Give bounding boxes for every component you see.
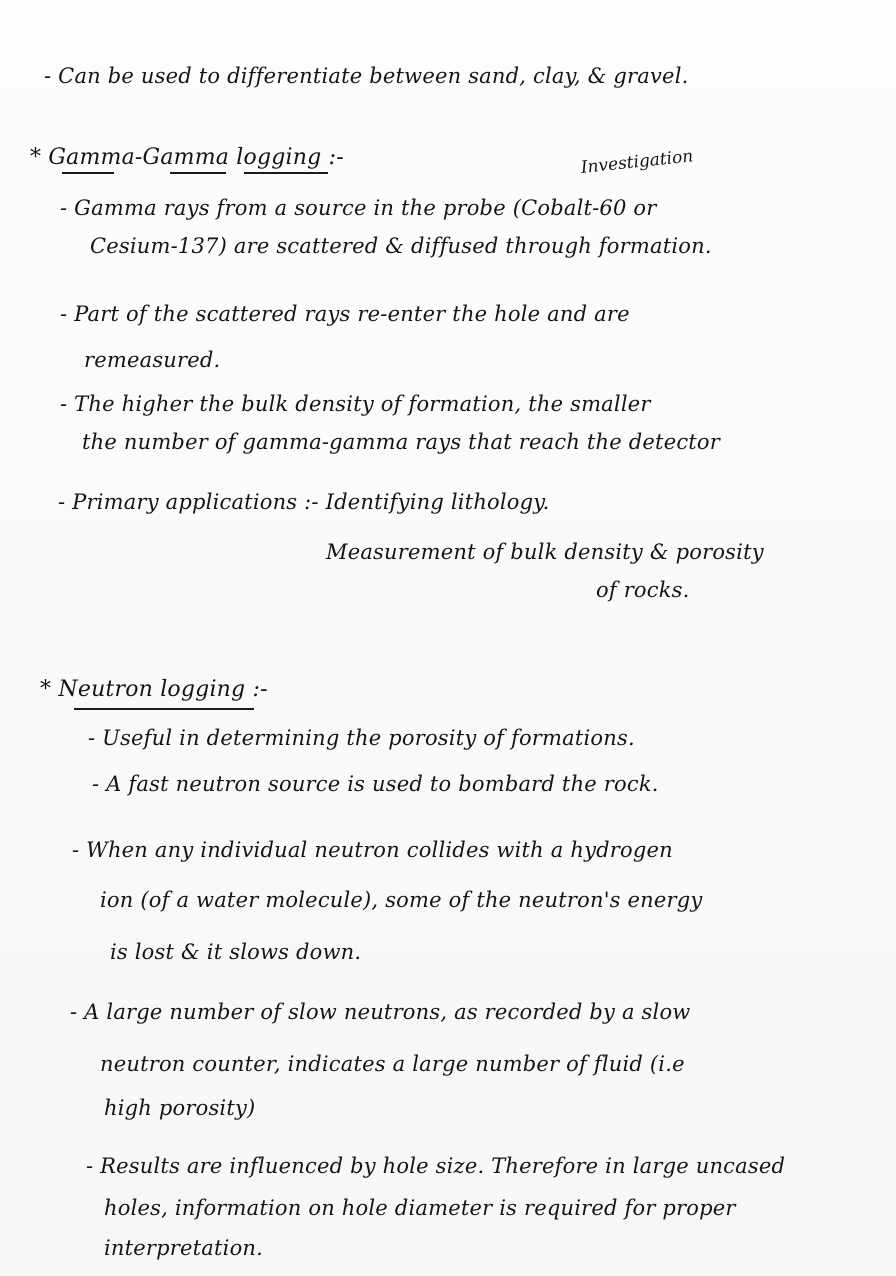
text-line-14: - A fast neutron source is used to bombard the rock. [92, 772, 659, 796]
text-line-3: - Gamma rays from a source in the probe (Cobalt-60 or [60, 196, 657, 220]
text-line-13: - Useful in determining the porosity of formations. [88, 726, 635, 750]
neutron-logging-heading: * Neutron logging :- [40, 677, 268, 702]
gamma-heading-underline-3 [244, 172, 328, 174]
text-line-20: high porosity) [104, 1096, 256, 1120]
text-line-8: the number of gamma-gamma rays that reach the detector [82, 430, 721, 454]
gamma-gamma-heading: * Gamma-Gamma logging :- [30, 145, 344, 170]
text-line-11: of rocks. [596, 578, 690, 602]
text-line-6: remeasured. [84, 348, 221, 372]
text-line-23: interpretation. [104, 1236, 264, 1260]
text-line-21: - Results are influenced by hole size. Therefore in large uncased [86, 1154, 786, 1178]
text-line-4: Cesium-137) are scattered & diffused through formation. [90, 234, 712, 258]
text-line-18: - A large number of slow neutrons, as recorded by a slow [70, 1000, 691, 1024]
text-line-7: - The higher the bulk density of formation, the smaller [60, 392, 651, 416]
text-line-19: neutron counter, indicates a large number of fluid (i.e [100, 1052, 685, 1076]
text-line-22: holes, information on hole diameter is required for proper [104, 1196, 736, 1220]
gamma-heading-underline-2 [170, 172, 226, 174]
gamma-heading-underline [62, 172, 114, 174]
text-line-17: is lost & it slows down. [110, 940, 362, 964]
text-line-15: - When any individual neutron collides with a hydrogen [72, 838, 673, 862]
text-line-9: - Primary applications :- Identifying lithology. [58, 490, 550, 514]
text-line-1: - Can be used to differentiate between sand, clay, & gravel. [44, 64, 689, 88]
investigation-annotation: Investigation [579, 146, 695, 178]
neutron-heading-underline [74, 708, 254, 710]
text-line-16: ion (of a water molecule), some of the neutron's energy [100, 888, 703, 912]
text-line-10: Measurement of bulk density & porosity [326, 540, 764, 564]
text-line-5: - Part of the scattered rays re-enter the hole and are [60, 302, 630, 326]
